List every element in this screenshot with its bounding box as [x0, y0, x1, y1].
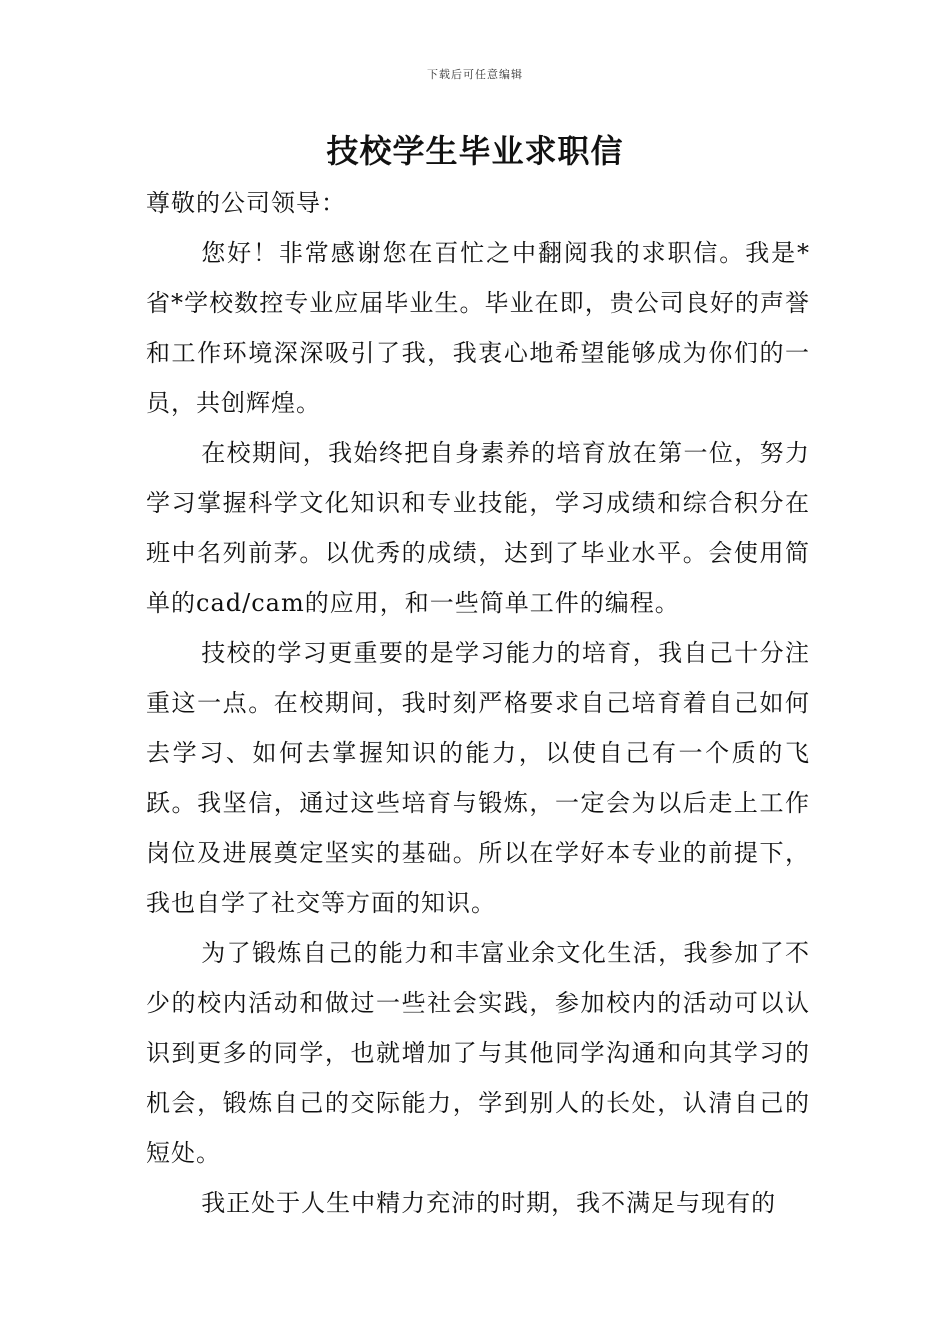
- paragraph-greeting: 您好！非常感谢您在百忙之中翻阅我的求职信。我是*省*学校数控专业应届毕业生。毕业在即，贵公司良好的声誉和工作环境深深吸引了我，我衷心地希望能够成为你们的一员，共创辉煌。: [146, 239, 810, 417]
- paragraph-ability: 技校的学习更重要的是学习能力的培育，我自己十分注重这一点。在校期间，我时刻严格要求自己培育着自己如何去学习、如何去掌握知识的能力，以使自己有一个质的飞跃。我坚信，通过这些培育与锻炼，一定会为以后走上工作岗位及进展奠定坚实的基础。所以在学好本专业的前提下，我也自学了社交等方面的知识。: [146, 639, 810, 917]
- header-note: 下载后可任意编辑: [427, 68, 523, 81]
- document-title: 技校学生毕业求职信: [326, 132, 624, 170]
- paragraph-activities: 为了锻炼自己的能力和丰富业余文化生活，我参加了不少的校内活动和做过一些社会实践，参加校内的活动可以认识到更多的同学，也就增加了与其他同学沟通和向其学习的机会，锻炼自己的交际能力，学到别人的长处，认清自己的短处。: [146, 939, 810, 1167]
- salutation: 尊敬的公司领导：: [146, 189, 346, 217]
- letter-body: [146, 178, 810, 1228]
- paragraph-study: 在校期间，我始终把自身素养的培育放在第一位，努力学习掌握科学文化知识和专业技能，学习成绩和综合积分在班中名列前茅。以优秀的成绩，达到了毕业水平。会使用简单的cad/cam的应用，和一些简单工件的编程。: [146, 439, 810, 617]
- paragraph-closing-partial: 我正处于人生中精力充沛的时期，我不满足与现有的: [201, 1189, 777, 1217]
